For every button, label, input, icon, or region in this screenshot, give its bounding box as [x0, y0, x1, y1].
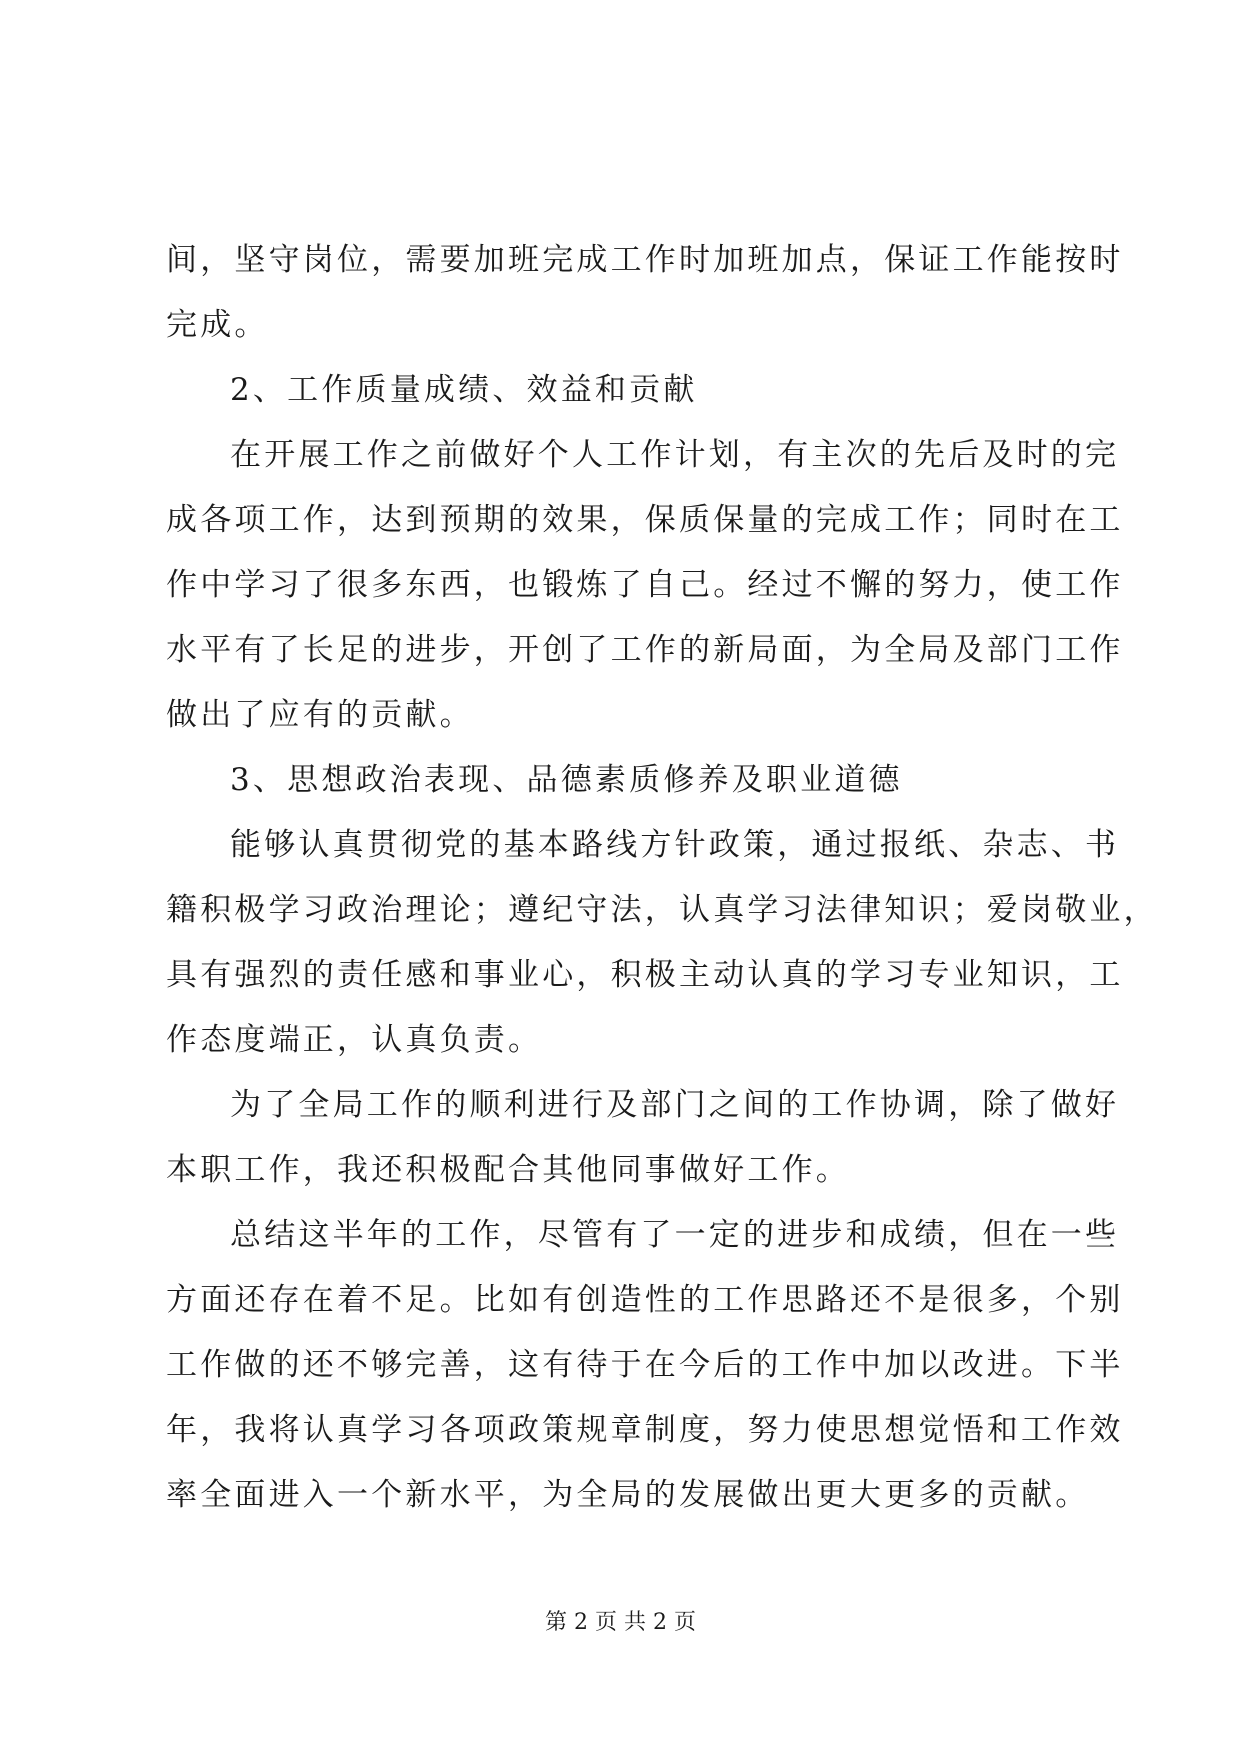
text-line: 具有强烈的责任感和事业心，积极主动认真的学习专业知识，工	[166, 957, 1124, 993]
text-line: 总结这半年的工作，尽管有了一定的进步和成绩，但在一些	[230, 1217, 1120, 1253]
text-line: 能够认真贯彻党的基本路线方针政策，通过报纸、杂志、书	[230, 827, 1120, 863]
page-number: 第 2 页 共 2 页	[545, 1610, 696, 1635]
text-line: 率全面进入一个新水平，为全局的发展做出更大更多的贡献。	[166, 1477, 1090, 1513]
text-line: 做出了应有的贡献。	[166, 697, 474, 733]
text-line: 间，坚守岗位，需要加班完成工作时加班加点，保证工作能按时	[166, 242, 1124, 278]
text-line: 作中学习了很多东西，也锻炼了自己。经过不懈的努力，使工作	[166, 567, 1124, 603]
section-heading: 2、工作质量成绩、效益和贡献	[230, 372, 698, 408]
text-line: 方面还存在着不足。比如有创造性的工作思路还不是很多，个别	[166, 1282, 1124, 1318]
text-line: 工作做的还不够完善，这有待于在今后的工作中加以改进。下半	[166, 1347, 1124, 1383]
text-line: 本职工作，我还积极配合其他同事做好工作。	[166, 1152, 850, 1188]
document-body	[166, 228, 1158, 1528]
text-line: 完成。	[166, 307, 269, 343]
text-line: 籍积极学习政治理论；遵纪守法，认真学习法律知识；爱岗敬业，	[166, 892, 1158, 928]
text-line: 水平有了长足的进步，开创了工作的新局面，为全局及部门工作	[166, 632, 1124, 668]
text-line: 为了全局工作的顺利进行及部门之间的工作协调，除了做好	[230, 1087, 1120, 1123]
text-line: 成各项工作，达到预期的效果，保质保量的完成工作；同时在工	[166, 502, 1124, 538]
text-line: 年，我将认真学习各项政策规章制度，努力使思想觉悟和工作效	[166, 1412, 1124, 1448]
section-heading: 3、思想政治表现、品德素质修养及职业道德	[230, 762, 903, 798]
text-line: 作态度端正，认真负责。	[166, 1022, 543, 1058]
text-line: 在开展工作之前做好个人工作计划，有主次的先后及时的完	[230, 437, 1120, 473]
